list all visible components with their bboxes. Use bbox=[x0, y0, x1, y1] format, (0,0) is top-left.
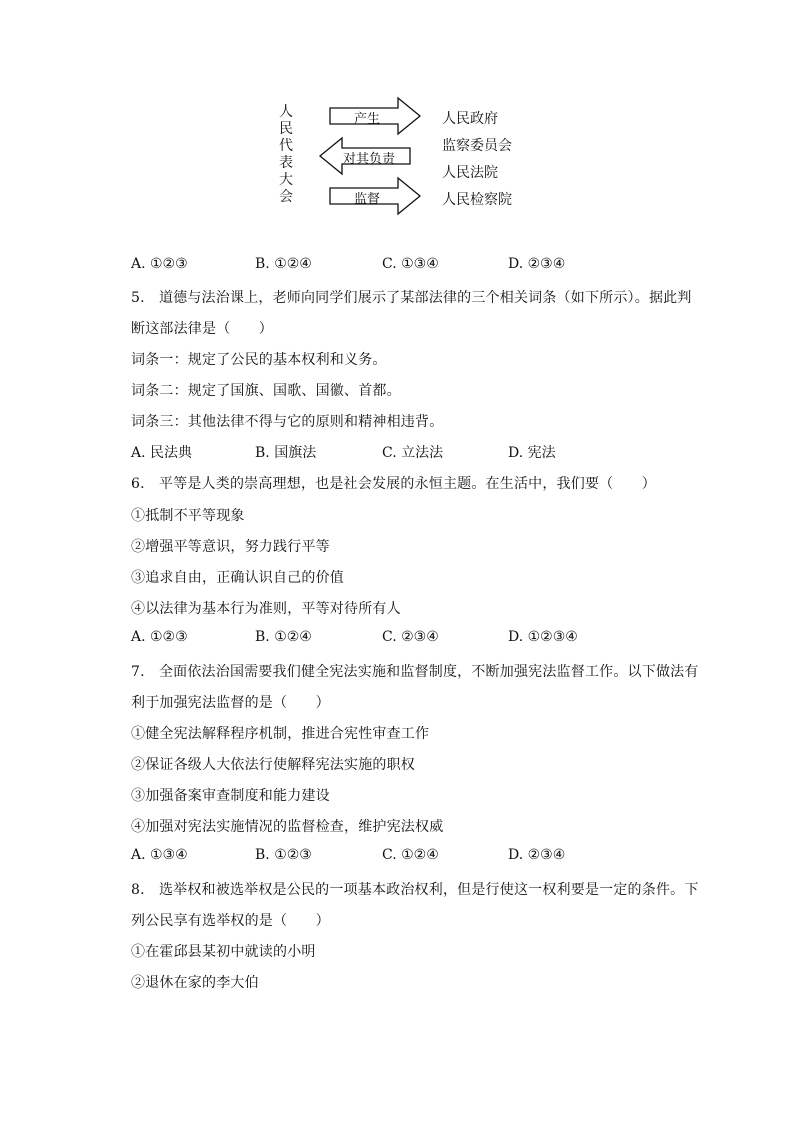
option-b[interactable]: B. ①②④ bbox=[255, 256, 312, 272]
q6-item: ④以法律为基本行为准则，平等对待所有人 bbox=[131, 601, 401, 617]
option-b[interactable]: B. ①②③ bbox=[255, 847, 312, 863]
npc-char: 会 bbox=[279, 189, 293, 205]
q8-item: ①在霍邱县某初中就读的小明 bbox=[131, 944, 316, 960]
option-a[interactable]: A. ①③④ bbox=[131, 847, 188, 863]
q5-options bbox=[131, 442, 691, 462]
q5-item: 词条二：规定了国旗、国歌、国徽、首都。 bbox=[131, 383, 401, 399]
q7-stem-cont: 利于加强宪法监督的是（ ） bbox=[131, 695, 330, 711]
npc-char: 民 bbox=[279, 121, 293, 137]
option-a[interactable]: A. ①②③ bbox=[131, 256, 188, 272]
q4-options bbox=[131, 256, 691, 276]
q6-item: ①抵制不平等现象 bbox=[131, 508, 245, 524]
option-b[interactable]: B. 国旗法 bbox=[255, 445, 317, 461]
option-c[interactable]: C. ①③④ bbox=[382, 256, 439, 272]
q8-stem: 8. 选举权和被选举权是公民的一项基本政治权利，但是行使这一权利要是一定的条件。下 bbox=[131, 882, 699, 898]
q5-stem: 5. 道德与法治课上，老师向同学们展示了某部法律的三个相关词条（如下所示）。据此判 bbox=[131, 290, 692, 306]
npc-char: 代 bbox=[279, 138, 293, 154]
q8-stem-cont: 列公民享有选举权的是（ ） bbox=[131, 913, 330, 929]
q5-item: 词条一：规定了公民的基本权利和义务。 bbox=[131, 352, 387, 368]
q7-stem: 7. 全面依法治国需要我们健全宪法实施和监督制度，不断加强宪法监督工作。以下做法有 bbox=[131, 664, 699, 680]
option-b[interactable]: B. ①②④ bbox=[255, 629, 312, 645]
option-a[interactable]: A. ①②③ bbox=[131, 629, 188, 645]
arrow-label-supervise: 监督 bbox=[353, 192, 380, 207]
q7-options bbox=[131, 847, 691, 867]
q7-item: ②保证各级人大依法行使解释宪法实施的职权 bbox=[131, 757, 415, 773]
option-c[interactable]: C. ②③④ bbox=[382, 629, 439, 645]
q6-item: ③追求自由，正确认识自己的价值 bbox=[131, 570, 344, 586]
organ-item: 人民政府 bbox=[442, 111, 498, 127]
q6-stem: 6. 平等是人类的崇高理想，也是社会发展的永恒主题。在生活中，我们要（ ） bbox=[131, 476, 656, 492]
organ-item: 人民法院 bbox=[442, 165, 498, 181]
q5-item: 词条三：其他法律不得与它的原则和精神相违背。 bbox=[131, 414, 444, 430]
q6-item: ②增强平等意识，努力践行平等 bbox=[131, 539, 330, 555]
q5-stem-cont: 断这部法律是（ ） bbox=[131, 321, 273, 337]
state-organs-list bbox=[442, 106, 512, 214]
option-d[interactable]: D. ①②③④ bbox=[508, 629, 578, 645]
arrow-label-responsible: 对其负责 bbox=[342, 152, 395, 167]
npc-relationship-diagram bbox=[270, 96, 540, 221]
organ-item: 人民检察院 bbox=[442, 192, 512, 208]
q8-item: ②退休在家的李大伯 bbox=[131, 975, 259, 991]
q7-item: ①健全宪法解释程序机制，推进合宪性审查工作 bbox=[131, 726, 430, 742]
option-d[interactable]: D. ②③④ bbox=[508, 256, 566, 272]
q7-item: ③加强备案审查制度和能力建设 bbox=[131, 788, 330, 804]
npc-char: 大 bbox=[279, 172, 293, 188]
arrow-label-produce: 产生 bbox=[353, 112, 380, 127]
organ-item: 监察委员会 bbox=[442, 138, 512, 154]
option-c[interactable]: C. 立法法 bbox=[382, 445, 444, 461]
option-d[interactable]: D. ②③④ bbox=[508, 847, 566, 863]
option-c[interactable]: C. ①②④ bbox=[382, 847, 439, 863]
option-a[interactable]: A. 民法典 bbox=[131, 445, 193, 461]
q7-item: ④加强对宪法实施情况的监督检查，维护宪法权威 bbox=[131, 819, 444, 835]
npc-vertical-label bbox=[278, 104, 294, 206]
option-d[interactable]: D. 宪法 bbox=[508, 445, 556, 461]
npc-char: 表 bbox=[279, 155, 293, 171]
npc-char: 人 bbox=[279, 104, 293, 120]
q6-options bbox=[131, 629, 691, 649]
